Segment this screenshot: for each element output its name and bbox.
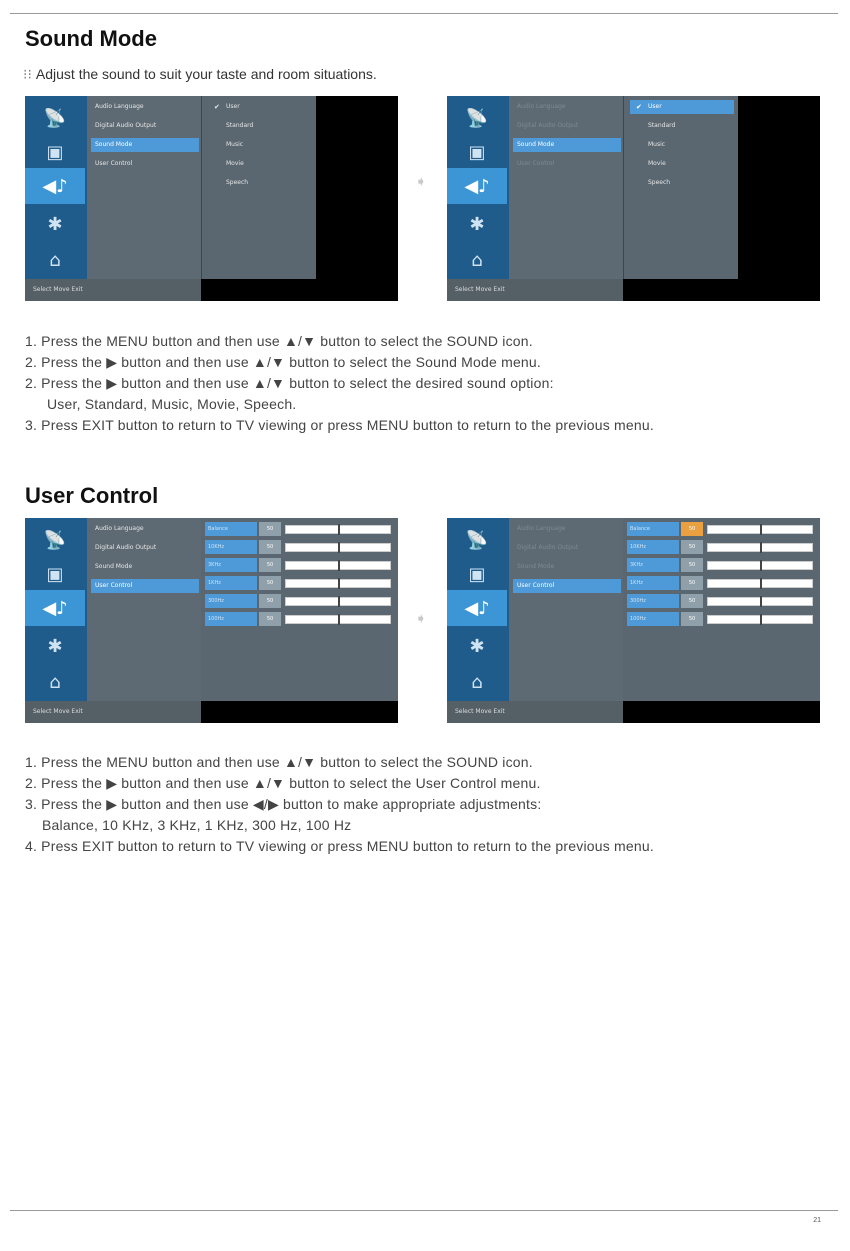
osd-menu-item: User Control — [95, 160, 133, 167]
eq-slider — [707, 525, 813, 534]
eq-value: 50 — [259, 576, 281, 590]
osd-menu-item-selected: User Control — [91, 579, 199, 593]
antenna-icon: 📡 — [43, 107, 67, 129]
eq-label: 3KHz — [627, 558, 679, 572]
eq-label: Balance — [627, 522, 679, 536]
eq-row — [205, 576, 393, 590]
osd-footer: Select Move Exit — [25, 279, 201, 301]
eq-value: 50 — [259, 594, 281, 608]
osd-menu-item: Sound Mode — [517, 563, 555, 570]
eq-slider — [285, 615, 391, 624]
eq-label: 1KHz — [205, 576, 257, 590]
sound-icon: ◀♪ — [447, 590, 507, 626]
setup-icon: ✱ — [469, 635, 485, 657]
osd-menu-item: Digital Audio Output — [95, 122, 157, 129]
osd-menu-item: Audio Language — [517, 525, 566, 532]
osd-menu-item: Audio Language — [95, 525, 144, 532]
eq-slider — [707, 561, 813, 570]
check-icon: ✔ — [214, 103, 220, 111]
osd-menu-item: Sound Mode — [95, 563, 133, 570]
osd-user-control-before — [25, 518, 398, 723]
setup-icon: ✱ — [47, 635, 63, 657]
step: 2. Press the ▶ button and then use ▲/▼ button to select the Sound Mode menu. — [25, 354, 541, 370]
eq-label: 10KHz — [205, 540, 257, 554]
sparkle-icon: ⁝⁝ — [23, 66, 32, 82]
eq-value: 50 — [259, 540, 281, 554]
eq-value: 50 — [681, 612, 703, 626]
osd-mode-item: Speech — [648, 179, 671, 186]
osd-footer: Select Move Exit — [447, 701, 623, 723]
osd-mode-item — [208, 100, 312, 114]
step: 1. Press the MENU button and then use ▲/▼ button to select the SOUND icon. — [25, 333, 533, 349]
osd-sound-menu — [87, 96, 201, 279]
sound-mode-steps — [25, 331, 654, 436]
antenna-icon: 📡 — [43, 529, 67, 551]
osd-eq-panel — [201, 518, 398, 701]
osd-mode-item-selected — [630, 100, 734, 114]
eq-label: 3KHz — [205, 558, 257, 572]
eq-value: 50 — [681, 540, 703, 554]
eq-slider — [285, 597, 391, 606]
osd-menu-item: Digital Audio Output — [517, 122, 579, 129]
intro-text — [23, 66, 377, 83]
eq-value: 50 — [259, 612, 281, 626]
eq-row — [627, 594, 815, 608]
step: 3. Press the ▶ button and then use ◀/▶ button to make appropriate adjustments: — [25, 796, 542, 812]
osd-menu-item-selected: Sound Mode — [513, 138, 621, 152]
eq-row — [205, 540, 393, 554]
osd-icon-bar — [25, 518, 87, 701]
sound-icon: ◀♪ — [25, 168, 85, 204]
eq-row — [205, 594, 393, 608]
eq-slider — [285, 525, 391, 534]
eq-row — [627, 540, 815, 554]
bottom-rule — [10, 1210, 838, 1211]
eq-row — [205, 612, 393, 626]
top-rule — [10, 13, 838, 14]
osd-eq-panel — [623, 518, 820, 701]
osd-sound-mode-before — [25, 96, 398, 301]
eq-slider — [707, 615, 813, 624]
picture-icon: ▣ — [468, 141, 486, 163]
osd-menu-item-selected: User Control — [513, 579, 621, 593]
osd-footer: Select Move Exit — [447, 279, 623, 301]
lock-icon: ⌂ — [49, 671, 61, 693]
eq-slider — [707, 579, 813, 588]
check-icon: ✔ — [636, 103, 642, 111]
osd-icon-bar — [447, 96, 509, 279]
osd-icon-bar — [25, 96, 87, 279]
osd-user-control-after — [447, 518, 820, 723]
eq-value: 50 — [259, 558, 281, 572]
page-number: 21 — [813, 1217, 821, 1224]
osd-menu-item: Digital Audio Output — [517, 544, 579, 551]
osd-menu-item: Audio Language — [95, 103, 144, 110]
osd-mode-item: Movie — [648, 160, 666, 167]
picture-icon: ▣ — [46, 141, 64, 163]
eq-row — [627, 558, 815, 572]
eq-row — [205, 522, 393, 536]
picture-icon: ▣ — [46, 563, 64, 585]
osd-mode-item: Music — [226, 141, 244, 148]
step: 2. Press the ▶ button and then use ▲/▼ button to select the User Control menu. — [25, 775, 541, 791]
osd-mode-item: Standard — [226, 122, 254, 129]
section-title-user-control: User Control — [25, 483, 159, 508]
eq-value-selected: 50 — [681, 522, 703, 536]
eq-label: 1KHz — [627, 576, 679, 590]
eq-label: 100Hz — [205, 612, 257, 626]
eq-slider — [285, 561, 391, 570]
picture-icon: ▣ — [468, 563, 486, 585]
user-control-steps — [25, 752, 654, 857]
eq-slider — [707, 597, 813, 606]
eq-row — [627, 522, 815, 536]
osd-mode-item: Standard — [648, 122, 676, 129]
arrow-right-icon: ➧ — [415, 173, 427, 189]
osd-mode-label: User — [648, 103, 662, 110]
eq-label: 300Hz — [627, 594, 679, 608]
section-title-sound-mode: Sound Mode — [25, 26, 157, 51]
lock-icon: ⌂ — [471, 249, 483, 271]
eq-value: 50 — [681, 594, 703, 608]
lock-icon: ⌂ — [49, 249, 61, 271]
arrow-right-icon: ➧ — [415, 610, 427, 626]
sound-icon: ◀♪ — [25, 590, 85, 626]
osd-sound-mode-after — [447, 96, 820, 301]
osd-menu-item: Audio Language — [517, 103, 566, 110]
osd-mode-item: Music — [648, 141, 666, 148]
osd-mode-label: User — [226, 103, 240, 110]
lock-icon: ⌂ — [471, 671, 483, 693]
eq-label: 10KHz — [627, 540, 679, 554]
step: 4. Press EXIT button to return to TV viewing or press MENU button to return to the previous menu. — [25, 838, 654, 854]
osd-menu-item: User Control — [517, 160, 555, 167]
step: 1. Press the MENU button and then use ▲/▼ button to select the SOUND icon. — [25, 754, 533, 770]
eq-value: 50 — [681, 558, 703, 572]
step-options: User, Standard, Music, Movie, Speech. — [47, 396, 297, 412]
setup-icon: ✱ — [469, 213, 485, 235]
osd-menu-item: Digital Audio Output — [95, 544, 157, 551]
osd-menu-item-selected: Sound Mode — [91, 138, 199, 152]
osd-mode-item: Speech — [226, 179, 249, 186]
osd-footer: Select Move Exit — [25, 701, 201, 723]
step: 3. Press EXIT button to return to TV viewing or press MENU button to return to the previous menu. — [25, 417, 654, 433]
antenna-icon: 📡 — [465, 107, 489, 129]
eq-row — [627, 612, 815, 626]
eq-value: 50 — [259, 522, 281, 536]
osd-sound-menu — [509, 518, 623, 701]
sound-icon: ◀♪ — [447, 168, 507, 204]
osd-icon-bar — [447, 518, 509, 701]
eq-row — [627, 576, 815, 590]
eq-slider — [285, 543, 391, 552]
eq-slider — [285, 579, 391, 588]
osd-sound-menu — [509, 96, 623, 279]
eq-value: 50 — [681, 576, 703, 590]
osd-sound-mode-list — [201, 96, 316, 279]
eq-label: 100Hz — [627, 612, 679, 626]
osd-mode-item: Movie — [226, 160, 244, 167]
setup-icon: ✱ — [47, 213, 63, 235]
osd-sound-mode-list — [623, 96, 738, 279]
eq-row — [205, 558, 393, 572]
intro-label: Adjust the sound to suit your taste and room situations. — [35, 66, 377, 82]
eq-label: 300Hz — [205, 594, 257, 608]
antenna-icon: 📡 — [465, 529, 489, 551]
step-options: Balance, 10 KHz, 3 KHz, 1 KHz, 300 Hz, 100 Hz — [42, 817, 352, 833]
eq-slider — [707, 543, 813, 552]
eq-label: Balance — [205, 522, 257, 536]
osd-sound-menu — [87, 518, 201, 701]
step: 2. Press the ▶ button and then use ▲/▼ button to select the desired sound option: — [25, 375, 554, 391]
